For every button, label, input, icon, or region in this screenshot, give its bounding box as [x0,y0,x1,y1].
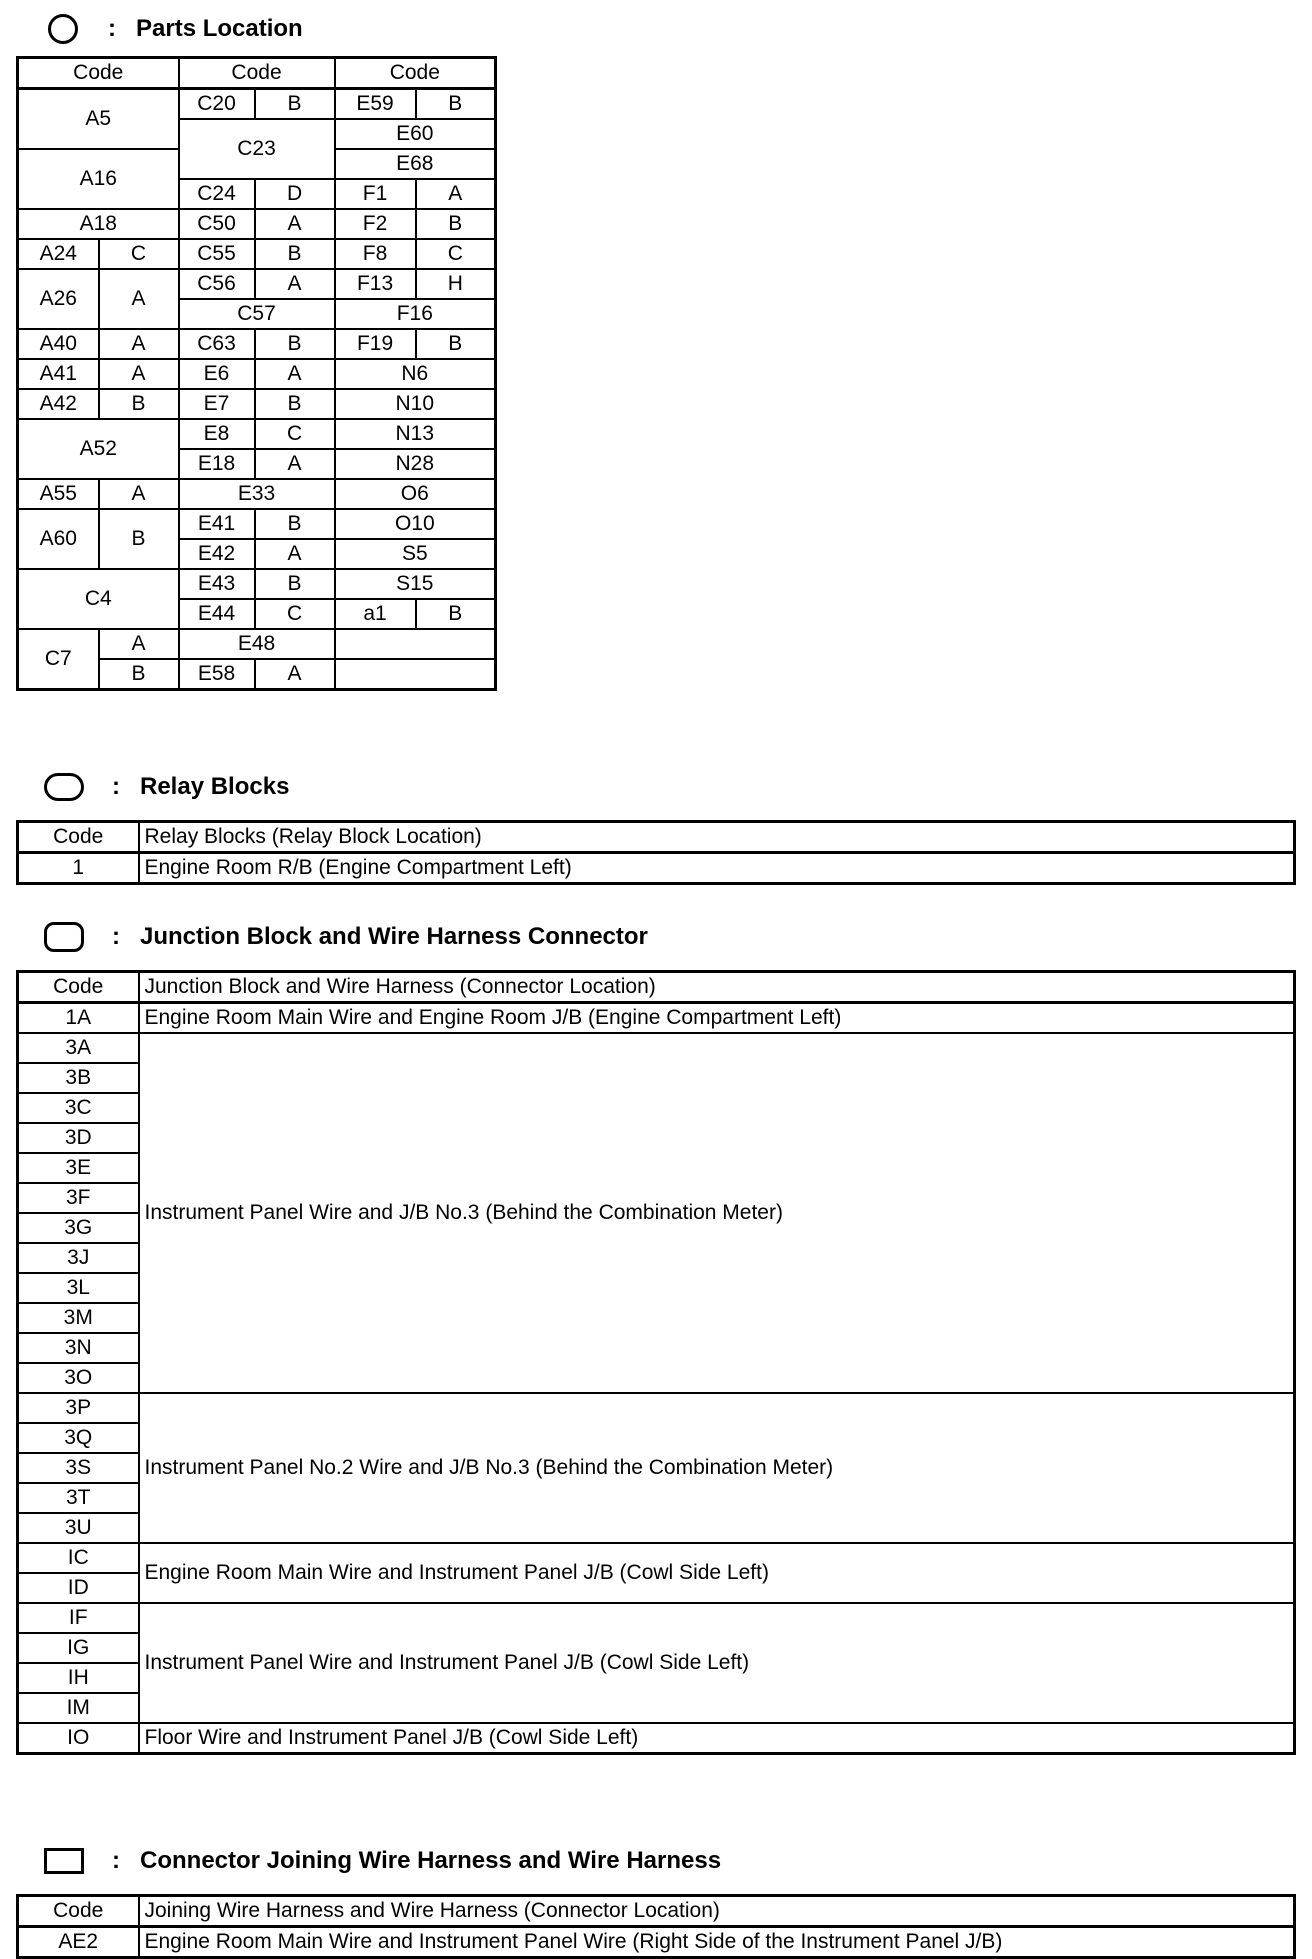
part-code: C56 [179,269,255,299]
table-row [18,269,496,299]
row-code: 3E [18,1153,139,1183]
part-code: A41 [18,359,99,389]
row-description: Instrument Panel Wire and J/B No.3 (Behind the Combination Meter) [139,1033,1295,1393]
table-row [18,89,496,120]
table-row [18,1543,1295,1573]
part-subcode: A [99,359,179,389]
part-code: E7 [179,389,255,419]
part-subcode: B [255,329,335,359]
row-code: 3L [18,1273,139,1303]
part-code: A26 [18,269,99,329]
oval-icon [44,773,84,801]
part-subcode: B [99,659,179,690]
part-subcode: A [99,329,179,359]
row-code: 3O [18,1363,139,1393]
code-header: Code [179,58,335,89]
row-code: 1A [18,1003,139,1034]
table-row [18,389,496,419]
part-subcode: B [255,569,335,599]
row-description: Engine Room Main Wire and Engine Room J/B (Engine Compartment Left) [139,1003,1295,1034]
part-code: F1 [335,179,416,209]
part-subcode: A [255,269,335,299]
table-row [18,329,496,359]
part-code: E58 [179,659,255,690]
table-row [18,419,496,449]
row-code: IO [18,1723,139,1754]
part-code: C55 [179,239,255,269]
row-description: Instrument Panel Wire and Instrument Panel J/B (Cowl Side Left) [139,1603,1295,1723]
part-subcode: B [255,389,335,419]
part-code: E6 [179,359,255,389]
part-subcode: A [255,359,335,389]
row-code: ID [18,1573,139,1603]
table-row [18,1927,1295,1958]
part-code: E42 [179,539,255,569]
table-row [18,1603,1295,1633]
part-subcode: A [99,269,179,329]
table-row [18,509,496,539]
part-code: C24 [179,179,255,209]
part-code: A16 [18,149,179,209]
row-description: Engine Room Main Wire and Instrument Panel J/B (Cowl Side Left) [139,1543,1295,1603]
part-code [335,659,496,690]
part-subcode: B [416,329,496,359]
part-subcode: C [416,239,496,269]
part-code [335,629,496,659]
row-code: 3C [18,1093,139,1123]
part-code: E59 [335,89,416,120]
table-row [18,629,496,659]
part-code: C63 [179,329,255,359]
part-code: C4 [18,569,179,629]
part-subcode: A [255,659,335,690]
part-subcode: B [416,599,496,629]
part-subcode: A [255,209,335,239]
part-code: S5 [335,539,496,569]
part-code: E68 [335,149,496,179]
table-header-row [18,822,1295,853]
row-code: IG [18,1633,139,1663]
part-code: N6 [335,359,496,389]
part-code: A55 [18,479,99,509]
part-code: O10 [335,509,496,539]
table-header-row [18,58,496,89]
relay-blocks-heading: : Relay Blocks [44,770,289,804]
row-description: Engine Room R/B (Engine Compartment Left) [139,853,1295,884]
row-code: 3U [18,1513,139,1543]
part-code: N28 [335,449,496,479]
table-row [18,359,496,389]
table-row [18,209,496,239]
parts-location-heading: : Parts Location [44,12,303,46]
relay-blocks-table [16,820,1296,885]
part-subcode: A [99,629,179,659]
part-subcode: B [99,389,179,419]
row-code: 3Q [18,1423,139,1453]
table-row [18,1033,1295,1063]
part-code: F2 [335,209,416,239]
table-row [18,479,496,509]
part-subcode: B [416,89,496,120]
table-row [18,569,496,599]
row-code: 3J [18,1243,139,1273]
row-code: 3M [18,1303,139,1333]
part-subcode: B [255,509,335,539]
part-code: A52 [18,419,179,479]
table-row [18,853,1295,884]
row-code: IH [18,1663,139,1693]
part-subcode: A [255,539,335,569]
part-code: C23 [179,119,335,179]
description-header: Relay Blocks (Relay Block Location) [139,822,1295,853]
row-code: IC [18,1543,139,1573]
relay-blocks-title: Relay Blocks [140,773,290,800]
part-code: C57 [179,299,335,329]
table-row [18,1003,1295,1034]
part-code: A18 [18,209,179,239]
parts-location-table [16,56,497,691]
row-code: 3P [18,1393,139,1423]
row-description: Engine Room Main Wire and Instrument Panel Wire (Right Side of the Instrument Panel J/B) [139,1927,1295,1958]
row-description: Floor Wire and Instrument Panel J/B (Cowl Side Left) [139,1723,1295,1754]
part-code: A42 [18,389,99,419]
circle-icon [48,14,78,44]
part-code: F8 [335,239,416,269]
table-header-row [18,1896,1295,1927]
square-icon [44,1848,84,1874]
part-subcode: H [416,269,496,299]
part-subcode: A [255,449,335,479]
part-code: N13 [335,419,496,449]
part-subcode: B [255,89,335,120]
part-code: E41 [179,509,255,539]
part-subcode: B [99,509,179,569]
junction-block-title: Junction Block and Wire Harness Connector [140,923,648,950]
part-code: E60 [335,119,496,149]
row-description: Instrument Panel No.2 Wire and J/B No.3 (Behind the Combination Meter) [139,1393,1295,1543]
part-subcode: B [255,239,335,269]
part-subcode: B [416,209,496,239]
part-code: F16 [335,299,496,329]
table-row [18,1393,1295,1423]
joining-connector-table [16,1894,1296,1959]
part-code: E33 [179,479,335,509]
part-subcode: C [255,599,335,629]
table-header-row [18,972,1295,1003]
part-code: A5 [18,89,179,150]
part-subcode: C [255,419,335,449]
row-code: 1 [18,853,139,884]
part-subcode: A [99,479,179,509]
row-code: 3N [18,1333,139,1363]
row-code: IF [18,1603,139,1633]
row-code: 3B [18,1063,139,1093]
row-code: 3F [18,1183,139,1213]
part-code: E43 [179,569,255,599]
part-code: N10 [335,389,496,419]
part-subcode: C [99,239,179,269]
part-code: A24 [18,239,99,269]
part-code: E18 [179,449,255,479]
row-code: 3D [18,1123,139,1153]
part-code: A60 [18,509,99,569]
part-code: A40 [18,329,99,359]
code-header: Code [18,822,139,853]
code-header: Code [18,58,179,89]
row-code: 3A [18,1033,139,1063]
part-code: C50 [179,209,255,239]
code-header: Code [335,58,496,89]
code-header: Code [18,1896,139,1927]
part-code: E8 [179,419,255,449]
part-code: a1 [335,599,416,629]
code-header: Code [18,972,139,1003]
part-code: F19 [335,329,416,359]
rounded-rect-icon [44,922,84,952]
parts-location-title: Parts Location [136,15,303,42]
part-code: C7 [18,629,99,690]
part-code: O6 [335,479,496,509]
part-code: C20 [179,89,255,120]
row-code: 3G [18,1213,139,1243]
part-subcode: D [255,179,335,209]
part-code: E48 [179,629,335,659]
description-header: Joining Wire Harness and Wire Harness (Connector Location) [139,1896,1295,1927]
junction-block-heading: : Junction Block and Wire Harness Connector [44,920,648,954]
description-header: Junction Block and Wire Harness (Connector Location) [139,972,1295,1003]
part-subcode: A [416,179,496,209]
row-code: IM [18,1693,139,1723]
joining-connector-title: Connector Joining Wire Harness and Wire Harness [140,1847,722,1874]
table-row [18,239,496,269]
joining-connector-heading: : Connector Joining Wire Harness and Wire Harness [44,1844,721,1878]
row-code: 3S [18,1453,139,1483]
junction-block-table [16,970,1296,1755]
part-code: E44 [179,599,255,629]
row-code: AE2 [18,1927,139,1958]
part-code: S15 [335,569,496,599]
table-row [18,1723,1295,1754]
part-code: F13 [335,269,416,299]
row-code: 3T [18,1483,139,1513]
